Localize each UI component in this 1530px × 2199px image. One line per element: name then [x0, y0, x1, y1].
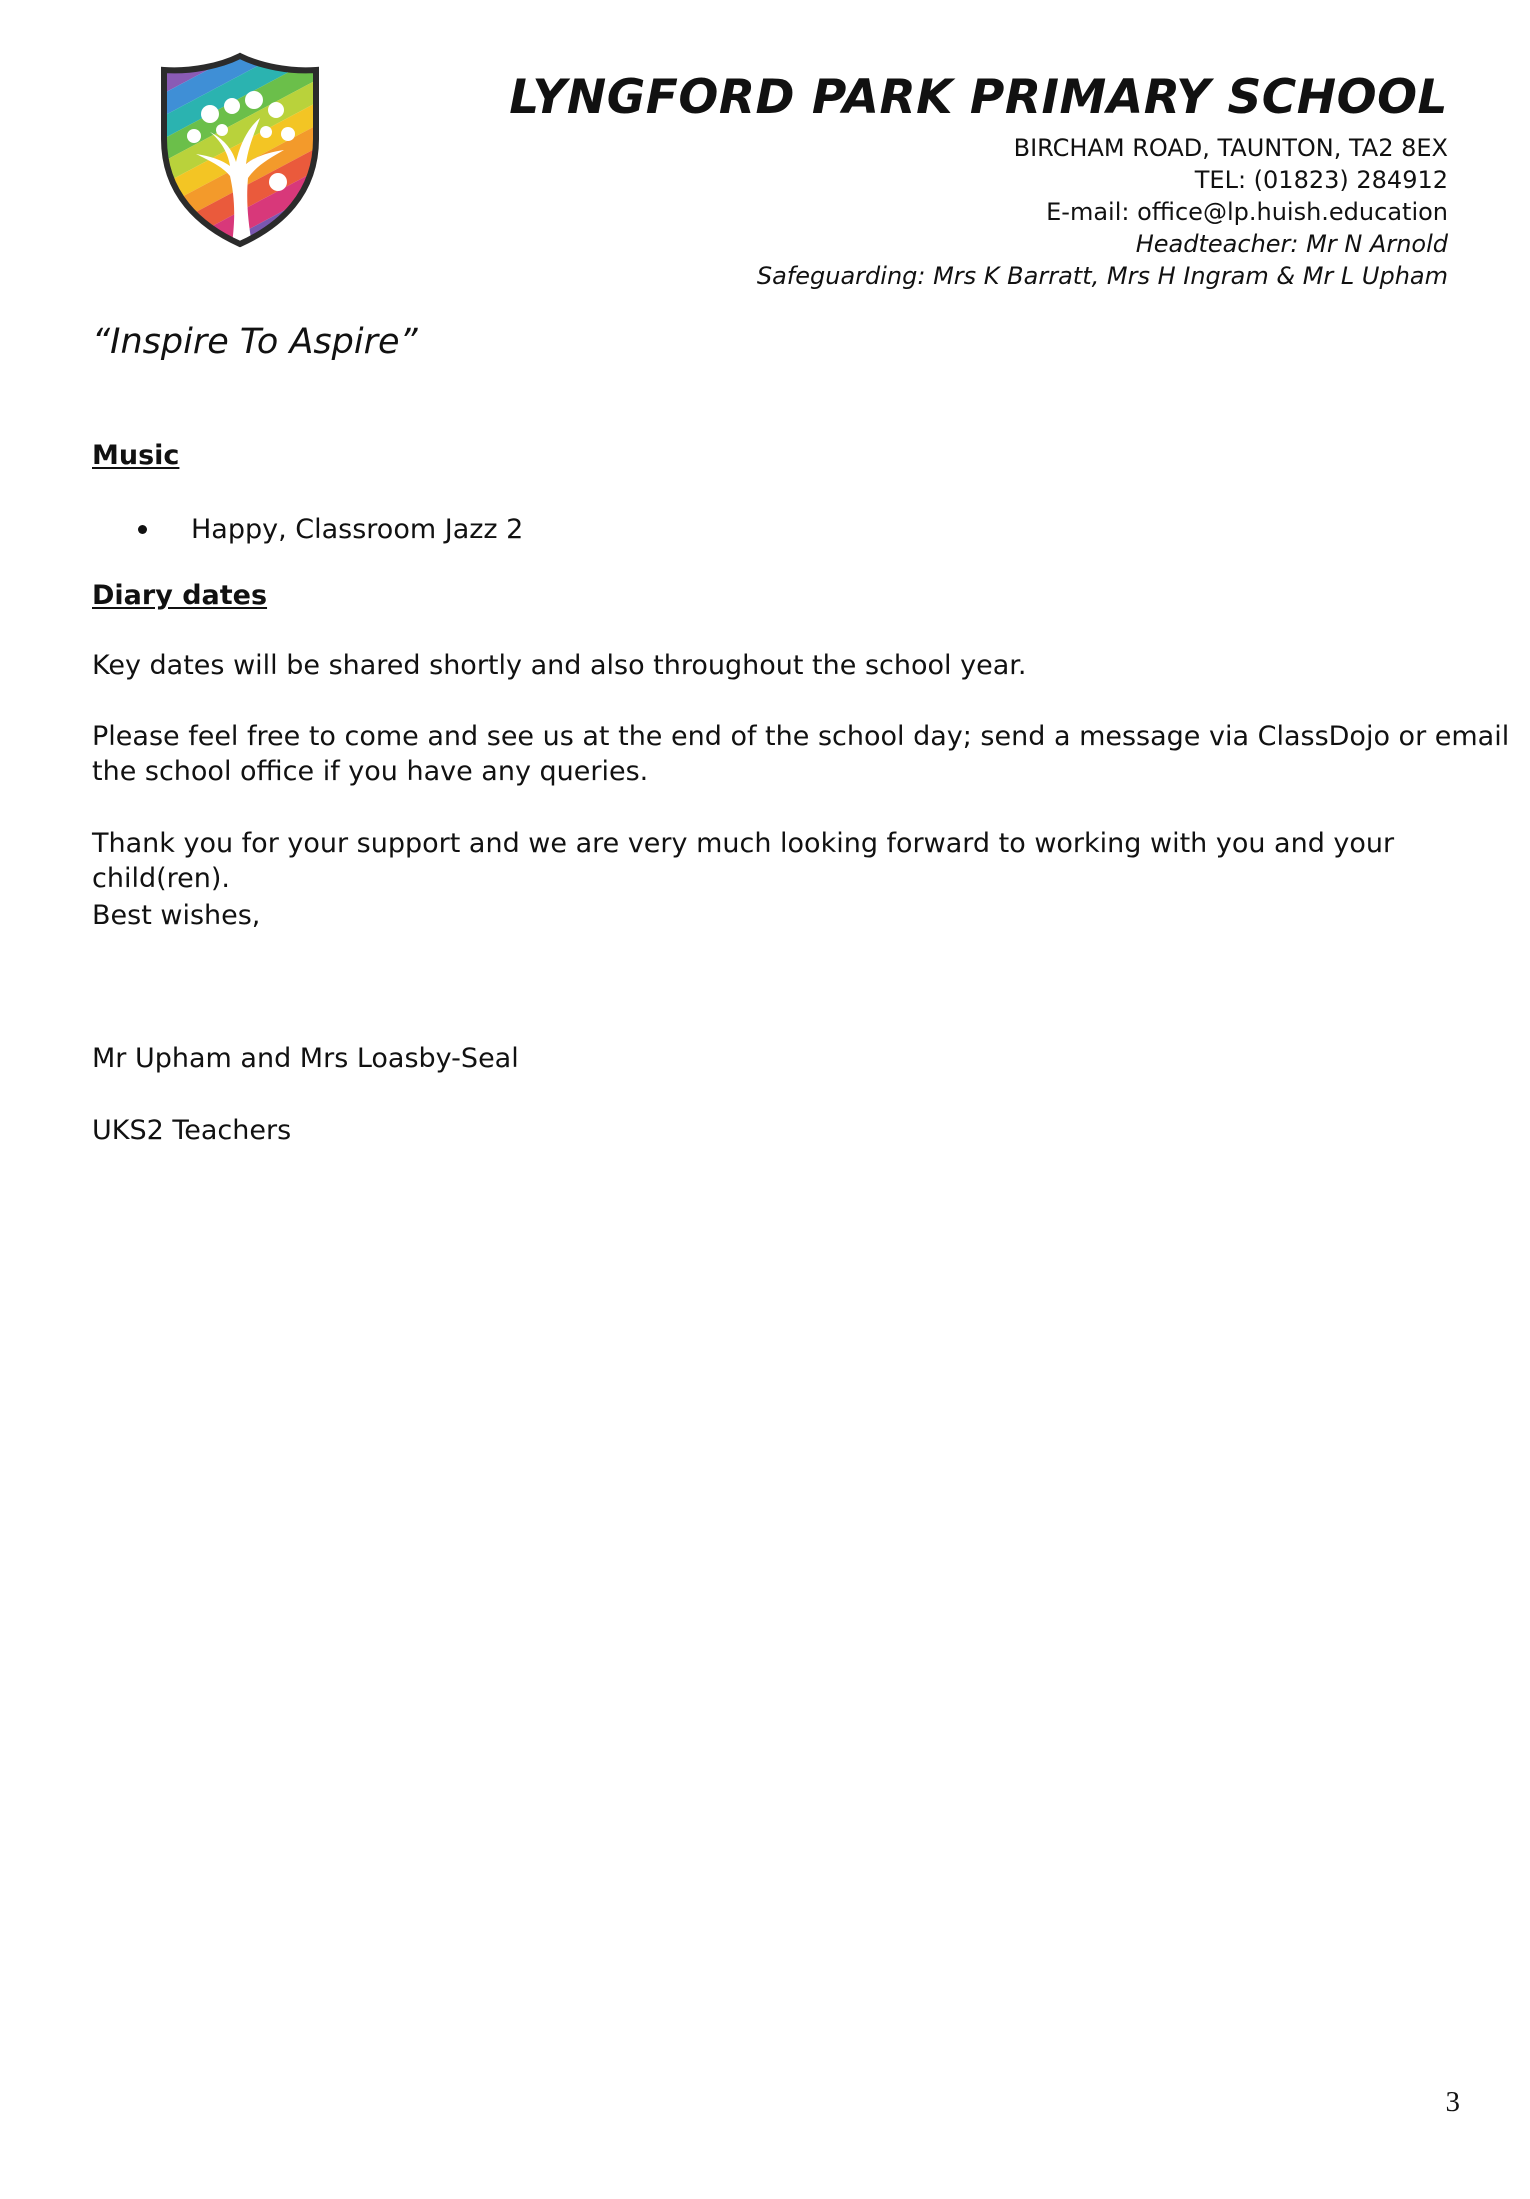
contact-block — [757, 132, 1448, 292]
music-item-text: Happy, Classroom Jazz 2 — [191, 514, 524, 545]
music-heading: Music — [92, 440, 180, 471]
diary-dates-heading: Diary dates — [92, 580, 268, 611]
school-name: LYNGFORD PARK PRIMARY SCHOOL — [509, 70, 1448, 125]
safeguarding-line: Safeguarding: Mrs K Barratt, Mrs H Ingram & Mr L Upham — [756, 262, 1448, 290]
page-number: 3 — [1445, 2086, 1460, 2118]
headteacher-line: Headteacher: Mr N Arnold — [1135, 230, 1448, 258]
signatory-role: UKS2 Teachers — [92, 1115, 292, 1146]
signatory-names: Mr Upham and Mrs Loasby-Seal — [92, 1043, 519, 1074]
music-list-item — [138, 512, 523, 547]
school-email: E-mail: office@lp.huish.education — [1046, 198, 1448, 226]
school-telephone: TEL: (01823) 284912 — [1194, 166, 1448, 194]
diary-dates-text: Key dates will be shared shortly and also throughout the school year. — [92, 650, 1027, 681]
bullet-icon — [138, 525, 147, 534]
school-address: BIRCHAM ROAD, TAUNTON, TA2 8EX — [1013, 134, 1448, 162]
school-motto: “Inspire To Aspire” — [92, 322, 418, 362]
queries-paragraph-line-2: the school office if you have any queries. — [92, 756, 649, 787]
school-crest-tree-icon — [150, 44, 330, 254]
queries-paragraph-line-1: Please feel free to come and see us at the end of the school day; send a message via ClassDojo or email — [92, 721, 1510, 752]
thanks-paragraph: Thank you for your support and we are very much looking forward to working with you and your child(ren). — [92, 828, 1395, 894]
closing-line: Best wishes, — [92, 900, 261, 931]
